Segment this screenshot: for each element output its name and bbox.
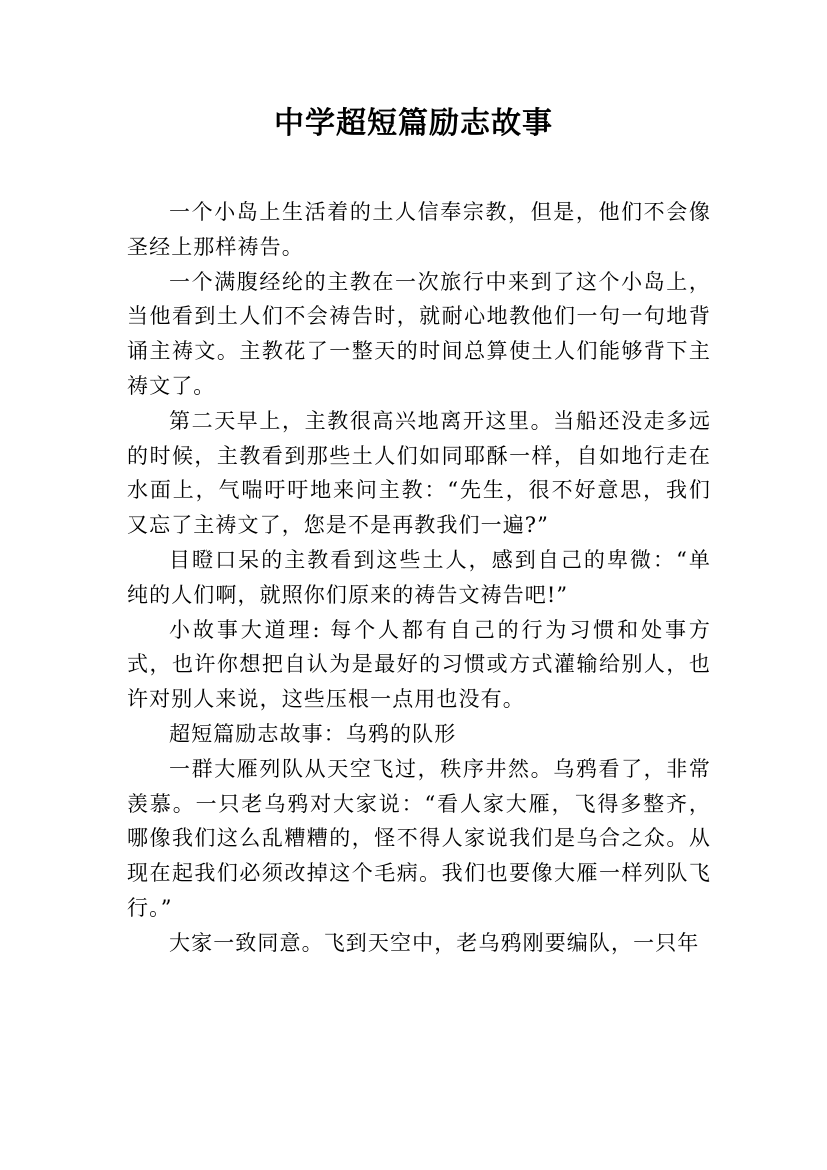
paragraph: 目瞪口呆的主教看到这些土人，感到自己的卑微：“单纯的人们啊，就照你们原来的祷告文祷告吧!” [127,547,711,607]
document-title: 中学超短篇励志故事 [274,106,553,141]
document-body [127,195,711,961]
paragraph: 大家一致同意。飞到天空中，老乌鸦刚要编队，一只年 [169,930,700,955]
paragraph: 第二天早上，主教很高兴地离开这里。当船还没走多远的时候，主教看到那些土人们如同耶酥一样，自如地行走在水面上，气喘吁吁地来问主教：“先生，很不好意思，我们又忘了主祷文了，您是不是再教我们一遍?” [127,408,711,538]
paragraph: 一个满腹经纶的主教在一次旅行中来到了这个小岛上，当他看到土人们不会祷告时，就耐心地教他们一句一句地背诵主祷文。主教花了一整天的时间总算使土人们能够背下主祷文了。 [127,269,711,398]
section-heading: 超短篇励志故事：乌鸦的队形 [169,721,457,746]
paragraph: 一个小岛上生活着的土人信奉宗教，但是，他们不会像圣经上那样祷告。 [127,200,711,259]
paragraph: 小故事大道理: 每个人都有自己的行为习惯和处事方式，也许你想把自认为是最好的习惯或方式灌输给别人，也许对别人来说，这些压根一点用也没有。 [127,617,711,712]
paragraph: 一群大雁列队从天空飞过，秩序井然。乌鸦看了，非常羡慕。一只老乌鸦对大家说：“看人家大雁，飞得多整齐，哪像我们这么乱糟糟的，怪不得人家说我们是乌合之众。从现在起我们必须改掉这个毛病。我们也要像大雁一样列队飞行。” [127,756,711,920]
